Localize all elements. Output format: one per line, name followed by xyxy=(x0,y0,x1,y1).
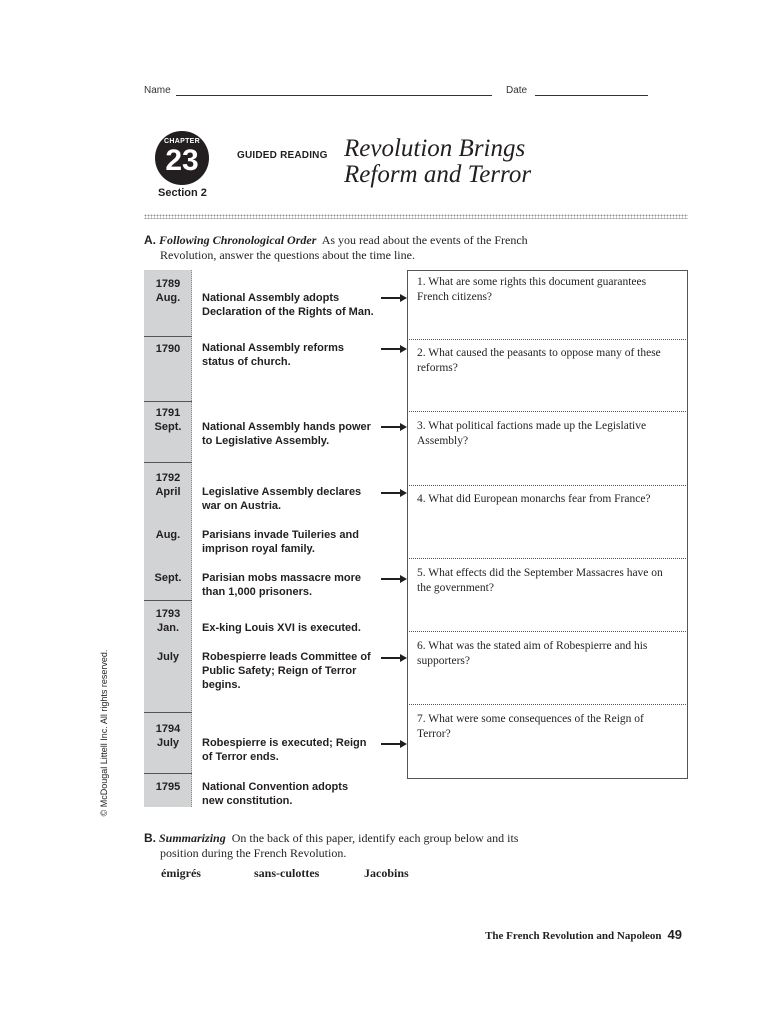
timeline-date: July xyxy=(156,651,179,663)
timeline-event: National Assembly reforms status of church. xyxy=(202,342,345,368)
timeline-event: Parisians invade Tuileries and imprison royal family. xyxy=(202,529,359,555)
chapter-word: CHAPTER xyxy=(164,138,200,145)
arrow-right-icon xyxy=(381,489,407,497)
part-b-text-1: On the back of this paper, identify each group below and its xyxy=(231,831,519,845)
timeline-separator xyxy=(144,462,192,463)
timeline-event: Robespierre leads Committee of Public Safety; Reign of Terror begins. xyxy=(202,651,371,691)
timeline-event: National Assembly hands power to Legislative Assembly. xyxy=(202,421,371,447)
page-footer xyxy=(485,927,682,942)
arrow-right-icon xyxy=(381,575,407,583)
question-text: 5. What effects did the September Massacres have on the government? xyxy=(417,567,663,594)
question-text: 7. What were some consequences of the Reign of Terror? xyxy=(417,713,644,740)
timeline-separator xyxy=(144,336,192,337)
chapter-badge xyxy=(155,131,209,185)
question-box-7[interactable] xyxy=(407,705,688,779)
term-emigres: émigrés xyxy=(161,866,201,880)
question-box-1[interactable] xyxy=(407,270,688,340)
arrow-right-icon xyxy=(381,423,407,431)
date-label: Date xyxy=(506,85,528,96)
timeline-event: Legislative Assembly declares war on Austria. xyxy=(202,486,362,512)
part-a-instructions xyxy=(144,233,704,263)
timeline-separator xyxy=(144,401,192,402)
timeline-event: Ex-king Louis XVI is executed. xyxy=(202,622,361,634)
part-b-heading: Summarizing xyxy=(159,831,226,845)
question-box-4[interactable] xyxy=(407,486,688,559)
part-a-text-1: As you read about the events of the French xyxy=(321,233,528,247)
arrow-right-icon xyxy=(381,654,407,662)
timeline-date: 1789 Aug. xyxy=(155,278,181,304)
timeline-date: 1792 April xyxy=(155,472,181,498)
question-box-3[interactable] xyxy=(407,412,688,486)
arrow-right-icon xyxy=(381,294,407,302)
question-box-5[interactable] xyxy=(407,559,688,632)
question-text: 4. What did European monarchs fear from France? xyxy=(417,493,651,505)
part-a-text-2: Revolution, answer the questions about the time line. xyxy=(160,248,415,262)
question-text: 6. What was the stated aim of Robespierre and his supporters? xyxy=(417,640,648,667)
timeline-date: Aug. xyxy=(155,529,181,541)
timeline-date: 1793 Jan. xyxy=(155,608,181,634)
title-line-2: Reform and Terror xyxy=(344,161,532,188)
timeline-date: 1794 July xyxy=(155,723,181,749)
timeline-date: 1795 xyxy=(155,781,181,793)
name-field-line[interactable] xyxy=(176,95,492,96)
question-box-2[interactable] xyxy=(407,340,688,412)
page-title xyxy=(344,136,531,188)
timeline-separator xyxy=(144,773,192,774)
part-a-letter: A. xyxy=(144,233,156,247)
book-title: The French Revolution and Napoleon xyxy=(485,930,662,942)
part-b-letter: B. xyxy=(144,831,156,845)
part-b-instructions xyxy=(144,831,704,861)
timeline-separator xyxy=(144,712,192,713)
part-b-text-2: position during the French Revolution. xyxy=(160,846,347,860)
title-line-1: Revolution Brings xyxy=(344,135,526,162)
timeline-event: National Convention adopts new constitution. xyxy=(202,781,349,807)
name-label: Name xyxy=(144,85,171,96)
copyright-notice: © McDougal Littell Inc. All rights reserved. xyxy=(99,649,109,817)
page-number: 49 xyxy=(667,927,682,942)
arrow-right-icon xyxy=(381,345,407,353)
chapter-number: 23 xyxy=(165,144,199,177)
date-field-line[interactable] xyxy=(535,95,648,96)
section-label: Section 2 xyxy=(158,187,207,199)
question-text: 2. What caused the peasants to oppose many of these reforms? xyxy=(417,347,661,374)
term-sans-culottes: sans-culottes xyxy=(254,866,320,880)
timeline-date: 1791 Sept. xyxy=(154,407,182,433)
guided-reading-label: GUIDED READING xyxy=(237,150,328,161)
question-box-6[interactable] xyxy=(407,632,688,705)
divider xyxy=(144,214,688,219)
timeline-date: Sept. xyxy=(154,572,182,584)
term-jacobins: Jacobins xyxy=(364,866,409,880)
question-text: 1. What are some rights this document guarantees French citizens? xyxy=(417,276,647,303)
timeline-event: Robespierre is executed; Reign of Terror ends. xyxy=(202,737,367,763)
timeline-event: National Assembly adopts Declaration of the Rights of Man. xyxy=(202,292,374,318)
timeline-separator xyxy=(144,600,192,601)
part-a-heading: Following Chronological Order xyxy=(159,233,317,247)
timeline-event: Parisian mobs massacre more than 1,000 prisoners. xyxy=(202,572,361,598)
timeline-date: 1790 xyxy=(155,343,181,355)
question-text: 3. What political factions made up the Legislative Assembly? xyxy=(417,420,647,447)
arrow-right-icon xyxy=(381,740,407,748)
